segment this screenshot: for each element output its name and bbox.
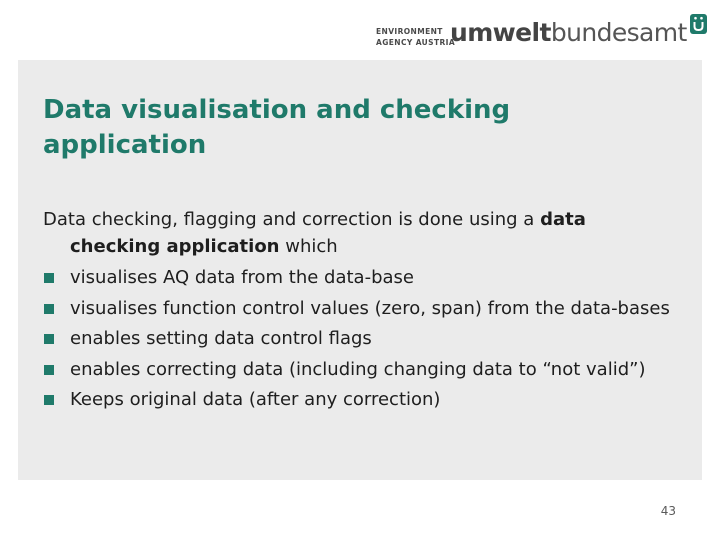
logo-word-umwelt: umwelt bbox=[450, 18, 551, 47]
u-umlaut-logo-icon bbox=[690, 14, 707, 34]
slide-title: Data visualisation and checking application bbox=[43, 95, 511, 160]
bullet-list bbox=[43, 264, 673, 413]
bullet-item bbox=[43, 264, 673, 291]
logo-word-bundesamt: bundesamt bbox=[550, 18, 687, 47]
bullet-item bbox=[43, 295, 673, 322]
bullet-item bbox=[43, 386, 673, 413]
page-number: 43 bbox=[660, 504, 676, 518]
bullet-text: visualises function control values (zero, span) from the data-bases bbox=[70, 297, 670, 319]
square-bullet-icon bbox=[44, 273, 54, 283]
intro-text-bold: data checking application bbox=[70, 209, 586, 257]
agency-logo bbox=[374, 14, 714, 56]
intro-paragraph bbox=[43, 206, 673, 260]
square-bullet-icon bbox=[44, 365, 54, 375]
square-bullet-icon bbox=[44, 395, 54, 405]
intro-text-end: which bbox=[279, 236, 338, 257]
square-bullet-icon bbox=[44, 304, 54, 314]
intro-text-start: Data checking, flagging and correction is done using a bbox=[43, 209, 541, 230]
bullet-text: enables setting data control flags bbox=[70, 328, 372, 349]
bullet-text: visualises AQ data from the data-base bbox=[70, 267, 414, 288]
logo-line-environment: ENVIRONMENT bbox=[376, 27, 443, 36]
square-bullet-icon bbox=[44, 334, 54, 344]
bullet-text: enables correcting data (including changing data to “not valid”) bbox=[70, 358, 646, 380]
bullet-item bbox=[43, 356, 673, 383]
logo-wordmark bbox=[450, 20, 687, 45]
logo-line-agency-austria: AGENCY AUSTRIA bbox=[376, 38, 456, 47]
bullet-item bbox=[43, 325, 673, 352]
slide-body bbox=[43, 206, 673, 417]
bullet-text: Keeps original data (after any correction) bbox=[70, 389, 441, 410]
